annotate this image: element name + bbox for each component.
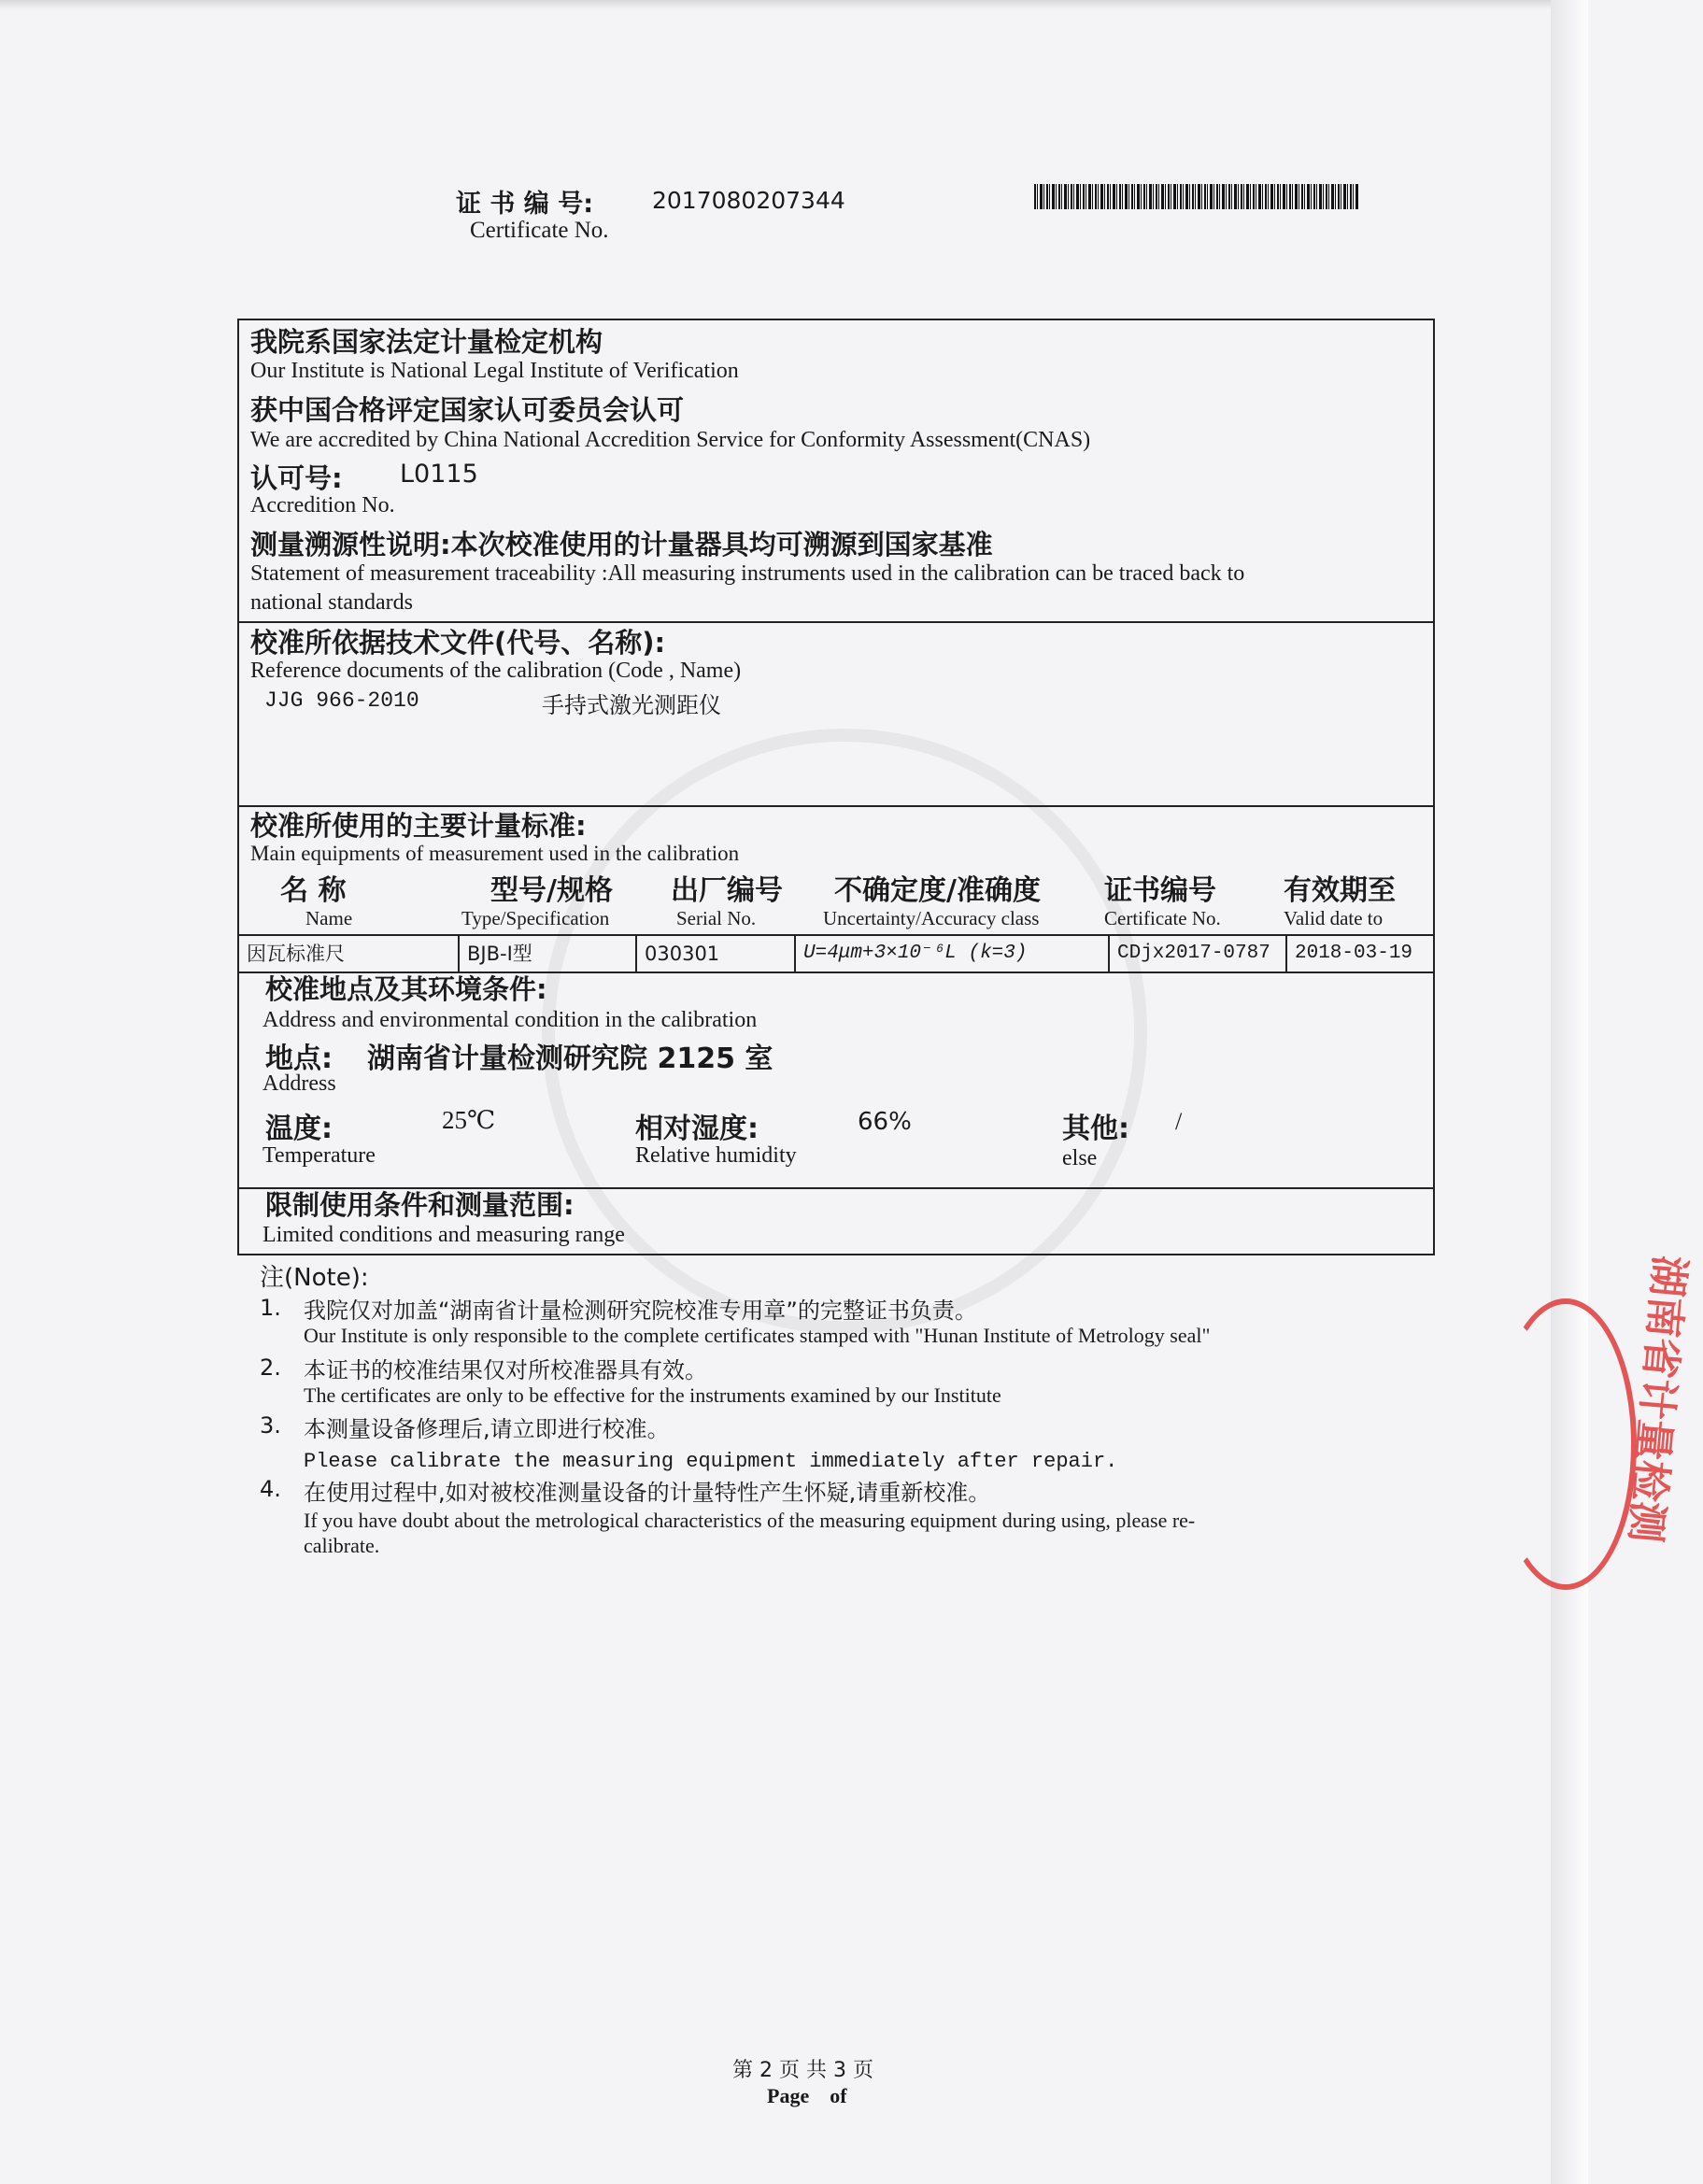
note-4-en: If you have doubt about the metrological characteristics of the measuring equipment during using, please re- (304, 1509, 1196, 1532)
limits-title-zh: 限制使用条件和测量范围: (265, 1189, 575, 1221)
barcode-icon (1034, 184, 1359, 209)
traceability-statement-en-cont: national standards (250, 590, 413, 615)
humidity-label-en: Relative humidity (635, 1143, 797, 1168)
certificate-no-value: 2017080207344 (652, 187, 845, 214)
equipment-title-en: Main equipments of measurement used in the calibration (250, 842, 740, 865)
column-header-uncertainty-zh: 不确定度/准确度 (834, 874, 1041, 907)
note-2-en: The certificates are only to be effective for the instruments examined by our Institute (304, 1383, 1001, 1407)
note-number: 2. (260, 1354, 281, 1381)
note-number: 1. (260, 1295, 281, 1321)
institute-statement-en: Our Institute is National Legal Institute of Verification (250, 359, 739, 383)
column-header-type-en: Type/Specification (461, 907, 610, 929)
note-1-en: Our Institute is only responsible to the complete certificates stamped with "Hunan Institute of Metrology seal" (304, 1324, 1211, 1347)
accreditation-no-label-zh: 认可号: (250, 462, 343, 494)
column-header-type-zh: 型号/规格 (490, 874, 613, 907)
limits-title-en: Limited conditions and measuring range (263, 1223, 625, 1247)
column-header-name-zh: 名 称 (280, 874, 347, 907)
equipment-name-cell: 因瓦标准尺 (239, 936, 460, 971)
note-3-zh: 本测量设备修理后,请立即进行校准。 (304, 1416, 670, 1442)
certificate-no-label-en: Certificate No. (470, 218, 609, 243)
note-4-en-cont: calibrate. (304, 1534, 380, 1557)
page-indicator-en: Page of (767, 2084, 847, 2107)
temperature-label-en: Temperature (263, 1143, 376, 1168)
else-value: / (1175, 1108, 1183, 1135)
reference-docs-title-zh: 校准所依据技术文件(代号、名称): (250, 627, 666, 659)
equipment-uncertainty-cell: U=4μm+3×10⁻⁶L (k=3) (796, 936, 1110, 971)
certificate-no-label-zh: 证 书 编 号: (456, 190, 593, 219)
equipment-type-cell: BJB-Ⅰ型 (460, 936, 637, 971)
accreditation-statement-zh: 获中国合格评定国家认可委员会认可 (250, 394, 685, 426)
scan-right-edge (1551, 0, 1588, 2184)
table-row (239, 936, 1433, 971)
else-label-zh: 其他: (1062, 1113, 1129, 1145)
scan-top-edge (0, 0, 1551, 9)
humidity-value: 66% (858, 1108, 912, 1136)
column-header-name-en: Name (305, 907, 353, 929)
traceability-statement-en: Statement of measurement traceability :All measuring instruments used in the calibration can be traced back to (250, 561, 1245, 586)
institute-statement-zh: 我院系国家法定计量检定机构 (250, 326, 603, 358)
column-header-certificate-zh: 证书编号 (1104, 874, 1216, 907)
environment-title-zh: 校准地点及其环境条件: (265, 973, 547, 1005)
address-label-en: Address (263, 1071, 336, 1096)
note-3-en: Please calibrate the measuring equipment immediately after repair. (304, 1450, 1118, 1473)
note-number: 3. (260, 1412, 281, 1439)
note-2-zh: 本证书的校准结果仅对所校准器具有效。 (304, 1357, 707, 1383)
reference-doc-code: JJG 966-2010 (264, 688, 419, 713)
temperature-label-zh: 温度: (265, 1113, 333, 1145)
note-number: 4. (260, 1476, 281, 1502)
seal-text: 湖南省计量检测 (1620, 1253, 1694, 1545)
accreditation-no-label-en: Accredition No. (250, 493, 395, 518)
column-header-certificate-en: Certificate No. (1104, 907, 1221, 929)
else-label-en: else (1062, 1146, 1098, 1170)
note-1-zh: 我院仅对加盖“湖南省计量检测研究院校准专用章”的完整证书负责。 (304, 1298, 977, 1324)
notes-title: 注(Note): (260, 1264, 369, 1292)
column-header-valid-en: Valid date to (1284, 907, 1384, 929)
equipment-certificate-cell: CDjx2017-0787 (1110, 936, 1287, 971)
accreditation-statement-en: We are accredited by China National Accredition Service for Conformity Assessment(CNAS) (250, 428, 1091, 452)
equipment-valid-date-cell: 2018-03-19 (1295, 943, 1413, 964)
column-header-uncertainty-en: Uncertainty/Accuracy class (823, 907, 1040, 929)
address-value: 湖南省计量检测研究院 2125 室 (367, 1042, 773, 1075)
temperature-value: 25℃ (442, 1106, 496, 1134)
reference-doc-name: 手持式激光测距仪 (542, 692, 721, 718)
column-header-serial-en: Serial No. (676, 907, 757, 929)
note-4-zh: 在使用过程中,如对被校准测量设备的计量特性产生怀疑,请重新校准。 (304, 1480, 991, 1506)
accreditation-no-value: L0115 (400, 460, 478, 489)
environment-title-en: Address and environmental condition in the calibration (263, 1008, 758, 1032)
column-header-valid-zh: 有效期至 (1284, 874, 1396, 907)
reference-docs-title-en: Reference documents of the calibration (Code , Name) (250, 659, 742, 683)
address-label-zh: 地点: (265, 1042, 333, 1075)
humidity-label-zh: 相对湿度: (635, 1113, 759, 1145)
column-header-serial-zh: 出厂编号 (671, 874, 783, 907)
traceability-statement-zh: 测量溯源性说明:本次校准使用的计量器具均可溯源到国家基准 (250, 529, 993, 560)
red-seal-stamp (1495, 1253, 1694, 1590)
equipment-title-zh: 校准所使用的主要计量标准: (250, 810, 587, 842)
equipment-serial-cell: 030301 (637, 936, 796, 971)
page-indicator-zh: 第 2 页 共 3 页 (732, 2059, 873, 2082)
